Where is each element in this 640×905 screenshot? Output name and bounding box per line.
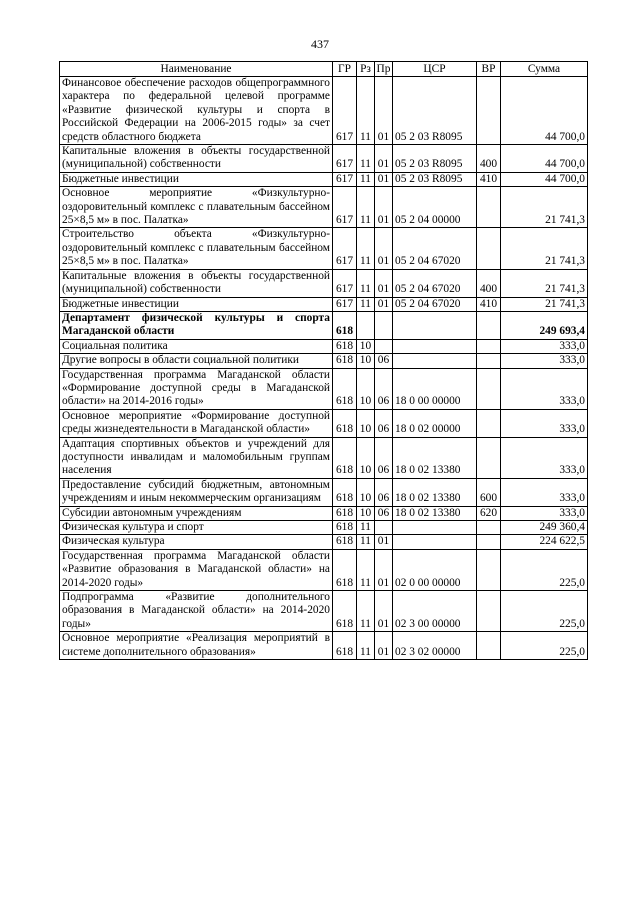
cell-csr: 05 2 04 67020 bbox=[393, 297, 477, 311]
cell-vr bbox=[477, 535, 501, 549]
cell-pr: 01 bbox=[375, 77, 393, 145]
column-header-vr: ВР bbox=[477, 62, 501, 77]
cell-sum: 21 741,3 bbox=[501, 187, 588, 228]
cell-name: Государственная программа Магаданской области «Развитие образования в Магаданской области» на 2014-2020 годы» bbox=[60, 549, 333, 590]
table-row bbox=[60, 269, 588, 297]
cell-pr: 01 bbox=[375, 228, 393, 269]
cell-rz: 10 bbox=[357, 339, 375, 353]
cell-rz: 11 bbox=[357, 549, 375, 590]
cell-name: Капитальные вложения в объекты государственной (муниципальной) собственности bbox=[60, 145, 333, 173]
cell-vr bbox=[477, 632, 501, 660]
cell-rz: 11 bbox=[357, 145, 375, 173]
cell-vr bbox=[477, 521, 501, 535]
cell-vr bbox=[477, 228, 501, 269]
cell-name: Физическая культура bbox=[60, 535, 333, 549]
cell-vr bbox=[477, 187, 501, 228]
cell-name: Бюджетные инвестиции bbox=[60, 172, 333, 186]
cell-name: Финансовое обеспечение расходов общепрограммного характера по федеральной целевой программе «Развитие физической культуры и спорта в Российской Федерации на 2006-2015 годы» за счет средств областного бюджета bbox=[60, 77, 333, 145]
table-row bbox=[60, 311, 588, 339]
cell-rz: 11 bbox=[357, 521, 375, 535]
cell-gr: 617 bbox=[333, 145, 357, 173]
cell-sum: 21 741,3 bbox=[501, 297, 588, 311]
cell-pr: 01 bbox=[375, 591, 393, 632]
cell-pr bbox=[375, 339, 393, 353]
cell-csr: 02 0 00 00000 bbox=[393, 549, 477, 590]
cell-rz: 10 bbox=[357, 506, 375, 520]
cell-pr: 06 bbox=[375, 437, 393, 478]
cell-name: Капитальные вложения в объекты государственной (муниципальной) собственности bbox=[60, 269, 333, 297]
cell-vr bbox=[477, 368, 501, 409]
cell-gr: 617 bbox=[333, 77, 357, 145]
cell-name: Бюджетные инвестиции bbox=[60, 297, 333, 311]
cell-pr: 01 bbox=[375, 549, 393, 590]
table-row bbox=[60, 368, 588, 409]
cell-sum: 224 622,5 bbox=[501, 535, 588, 549]
cell-vr bbox=[477, 339, 501, 353]
cell-rz bbox=[357, 311, 375, 339]
cell-vr bbox=[477, 354, 501, 368]
cell-sum: 249 360,4 bbox=[501, 521, 588, 535]
cell-sum: 44 700,0 bbox=[501, 172, 588, 186]
cell-csr: 18 0 02 13380 bbox=[393, 478, 477, 506]
page-number: 437 bbox=[311, 37, 329, 51]
budget-table bbox=[59, 61, 588, 660]
cell-pr: 01 bbox=[375, 269, 393, 297]
cell-sum: 333,0 bbox=[501, 478, 588, 506]
cell-csr: 05 2 03 R8095 bbox=[393, 77, 477, 145]
cell-name: Предоставление субсидий бюджетным, автономным учреждениям и иным некоммерческим организациям bbox=[60, 478, 333, 506]
cell-gr: 618 bbox=[333, 409, 357, 437]
cell-sum: 225,0 bbox=[501, 549, 588, 590]
cell-vr: 400 bbox=[477, 269, 501, 297]
cell-sum: 249 693,4 bbox=[501, 311, 588, 339]
cell-pr bbox=[375, 521, 393, 535]
cell-pr: 06 bbox=[375, 354, 393, 368]
cell-pr: 06 bbox=[375, 478, 393, 506]
cell-rz: 10 bbox=[357, 437, 375, 478]
cell-gr: 618 bbox=[333, 521, 357, 535]
column-header-rz: Рз bbox=[357, 62, 375, 77]
column-header-csr: ЦСР bbox=[393, 62, 477, 77]
cell-gr: 617 bbox=[333, 187, 357, 228]
cell-rz: 11 bbox=[357, 535, 375, 549]
cell-vr: 410 bbox=[477, 297, 501, 311]
table-row bbox=[60, 478, 588, 506]
cell-gr: 618 bbox=[333, 437, 357, 478]
cell-vr bbox=[477, 591, 501, 632]
cell-name: Основное мероприятие «Реализация мероприятий в системе дополнительного образования» bbox=[60, 632, 333, 660]
cell-rz: 10 bbox=[357, 354, 375, 368]
cell-rz: 11 bbox=[357, 77, 375, 145]
cell-gr: 618 bbox=[333, 339, 357, 353]
cell-vr bbox=[477, 549, 501, 590]
table-header-row bbox=[60, 62, 588, 77]
table-row bbox=[60, 297, 588, 311]
cell-rz: 10 bbox=[357, 368, 375, 409]
cell-rz: 10 bbox=[357, 409, 375, 437]
cell-pr bbox=[375, 311, 393, 339]
cell-rz: 11 bbox=[357, 172, 375, 186]
cell-csr: 02 3 00 00000 bbox=[393, 591, 477, 632]
cell-csr bbox=[393, 311, 477, 339]
cell-name: Другие вопросы в области социальной политики bbox=[60, 354, 333, 368]
cell-name: Подпрограмма «Развитие дополнительного образования в Магаданской области» на 2014-2020 годы» bbox=[60, 591, 333, 632]
cell-name: Основное мероприятие «Формирование доступной среды жизнедеятельности в Магаданской области» bbox=[60, 409, 333, 437]
cell-sum: 44 700,0 bbox=[501, 145, 588, 173]
cell-vr: 600 bbox=[477, 478, 501, 506]
cell-sum: 21 741,3 bbox=[501, 269, 588, 297]
cell-csr: 18 0 00 00000 bbox=[393, 368, 477, 409]
table-row bbox=[60, 591, 588, 632]
table-row bbox=[60, 409, 588, 437]
cell-csr bbox=[393, 521, 477, 535]
cell-vr: 410 bbox=[477, 172, 501, 186]
cell-csr bbox=[393, 535, 477, 549]
table-row bbox=[60, 549, 588, 590]
cell-name: Субсидии автономным учреждениям bbox=[60, 506, 333, 520]
cell-pr: 01 bbox=[375, 187, 393, 228]
column-header-gr: ГР bbox=[333, 62, 357, 77]
cell-csr: 05 2 03 R8095 bbox=[393, 172, 477, 186]
cell-gr: 618 bbox=[333, 478, 357, 506]
cell-sum: 333,0 bbox=[501, 354, 588, 368]
table-row bbox=[60, 339, 588, 353]
cell-name: Государственная программа Магаданской области «Формирование доступной среды в Магаданской области» на 2014-2016 годы» bbox=[60, 368, 333, 409]
cell-vr bbox=[477, 437, 501, 478]
cell-sum: 333,0 bbox=[501, 409, 588, 437]
cell-csr: 18 0 02 13380 bbox=[393, 506, 477, 520]
table-row bbox=[60, 187, 588, 228]
cell-rz: 11 bbox=[357, 632, 375, 660]
cell-csr: 18 0 02 13380 bbox=[393, 437, 477, 478]
cell-gr: 618 bbox=[333, 368, 357, 409]
cell-csr: 05 2 04 67020 bbox=[393, 269, 477, 297]
cell-sum: 333,0 bbox=[501, 437, 588, 478]
cell-vr bbox=[477, 77, 501, 145]
cell-gr: 618 bbox=[333, 632, 357, 660]
cell-vr bbox=[477, 311, 501, 339]
cell-rz: 11 bbox=[357, 228, 375, 269]
cell-pr: 06 bbox=[375, 368, 393, 409]
cell-gr: 617 bbox=[333, 269, 357, 297]
cell-name: Социальная политика bbox=[60, 339, 333, 353]
cell-gr: 618 bbox=[333, 591, 357, 632]
column-header-sum: Сумма bbox=[501, 62, 588, 77]
cell-gr: 618 bbox=[333, 506, 357, 520]
cell-csr bbox=[393, 339, 477, 353]
table-row bbox=[60, 632, 588, 660]
table-row bbox=[60, 506, 588, 520]
cell-vr bbox=[477, 409, 501, 437]
cell-vr: 400 bbox=[477, 145, 501, 173]
cell-sum: 225,0 bbox=[501, 591, 588, 632]
cell-csr: 05 2 04 00000 bbox=[393, 187, 477, 228]
table-row bbox=[60, 172, 588, 186]
cell-name: Департамент физической культуры и спорта Магаданской области bbox=[60, 311, 333, 339]
cell-gr: 618 bbox=[333, 549, 357, 590]
cell-csr bbox=[393, 354, 477, 368]
cell-pr: 06 bbox=[375, 506, 393, 520]
cell-sum: 333,0 bbox=[501, 506, 588, 520]
column-header-name: Наименование bbox=[60, 62, 333, 77]
cell-rz: 11 bbox=[357, 269, 375, 297]
table-row bbox=[60, 228, 588, 269]
cell-sum: 21 741,3 bbox=[501, 228, 588, 269]
cell-rz: 10 bbox=[357, 478, 375, 506]
cell-gr: 617 bbox=[333, 297, 357, 311]
table-body bbox=[60, 77, 588, 660]
cell-rz: 11 bbox=[357, 591, 375, 632]
cell-sum: 333,0 bbox=[501, 339, 588, 353]
table-row bbox=[60, 521, 588, 535]
cell-sum: 225,0 bbox=[501, 632, 588, 660]
cell-pr: 01 bbox=[375, 145, 393, 173]
column-header-pr: Пр bbox=[375, 62, 393, 77]
cell-name: Основное мероприятие «Физкультурно-оздоровительный комплекс с плавательным бассейном 25×8,5 м» в пос. Палатка» bbox=[60, 187, 333, 228]
cell-csr: 02 3 02 00000 bbox=[393, 632, 477, 660]
cell-gr: 618 bbox=[333, 311, 357, 339]
cell-name: Адаптация спортивных объектов и учреждений для доступности инвалидам и маломобильным группам населения bbox=[60, 437, 333, 478]
cell-name: Физическая культура и спорт bbox=[60, 521, 333, 535]
cell-sum: 333,0 bbox=[501, 368, 588, 409]
cell-gr: 618 bbox=[333, 535, 357, 549]
cell-name: Строительство объекта «Физкультурно-оздоровительный комплекс с плавательным бассейном 25×8,5 м» в пос. Палатка» bbox=[60, 228, 333, 269]
cell-rz: 11 bbox=[357, 297, 375, 311]
table-row bbox=[60, 77, 588, 145]
cell-gr: 618 bbox=[333, 354, 357, 368]
cell-vr: 620 bbox=[477, 506, 501, 520]
cell-pr: 01 bbox=[375, 297, 393, 311]
cell-csr: 05 2 03 R8095 bbox=[393, 145, 477, 173]
cell-pr: 01 bbox=[375, 632, 393, 660]
table-row bbox=[60, 354, 588, 368]
cell-csr: 18 0 02 00000 bbox=[393, 409, 477, 437]
cell-gr: 617 bbox=[333, 228, 357, 269]
cell-rz: 11 bbox=[357, 187, 375, 228]
table-row bbox=[60, 437, 588, 478]
cell-pr: 01 bbox=[375, 172, 393, 186]
cell-pr: 06 bbox=[375, 409, 393, 437]
cell-csr: 05 2 04 67020 bbox=[393, 228, 477, 269]
cell-pr: 01 bbox=[375, 535, 393, 549]
cell-gr: 617 bbox=[333, 172, 357, 186]
table-row bbox=[60, 535, 588, 549]
table-row bbox=[60, 145, 588, 173]
cell-sum: 44 700,0 bbox=[501, 77, 588, 145]
